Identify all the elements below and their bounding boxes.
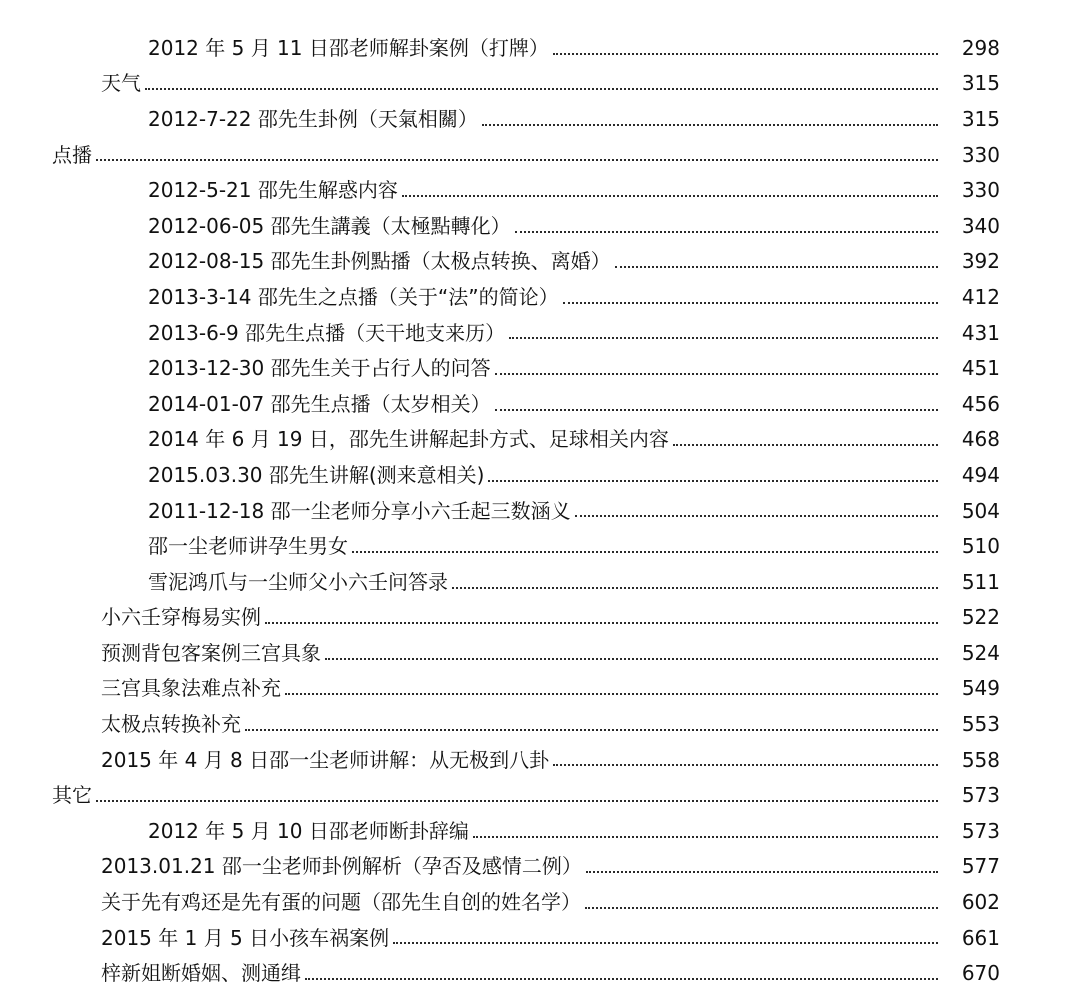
dot-leader [96, 159, 938, 161]
toc-entry-title: 梓新姐断婚姻、测通缉 [101, 961, 301, 986]
toc-entry-page-number: 602 [961, 890, 1000, 915]
dot-leader [96, 800, 938, 802]
toc-entry-page-number: 577 [961, 854, 1000, 879]
toc-entry-title: 2012 年 5 月 11 日邵老师解卦案例（打牌） [148, 35, 549, 60]
toc-entry-title: 2012-7-22 邵先生卦例（天氣相關） [148, 106, 478, 131]
toc-entry[interactable] [0, 493, 1080, 529]
toc-entry[interactable] [0, 172, 1080, 208]
toc-entry-title: 关于先有鸡还是先有蛋的问题（邵先生自创的姓名学） [101, 890, 581, 915]
toc-entry-title: 2015 年 1 月 5 日小孩车祸案例 [101, 925, 390, 950]
toc-entry-page-number: 315 [961, 71, 1000, 96]
toc-entry[interactable] [0, 813, 1080, 849]
toc-entry-title: 太极点转换补充 [101, 712, 241, 737]
toc-entry[interactable] [0, 849, 1080, 885]
dot-leader [585, 907, 938, 909]
toc-entry-page-number: 522 [961, 605, 1000, 630]
toc-entry-page-number: 412 [961, 284, 1000, 309]
toc-entry[interactable] [0, 777, 1080, 813]
toc-entry-page-number: 494 [961, 462, 1000, 487]
toc-entry-page-number: 670 [961, 961, 1000, 986]
dot-leader [245, 729, 938, 731]
toc-entry[interactable] [0, 564, 1080, 600]
dot-leader [488, 480, 938, 482]
toc-entry[interactable] [0, 884, 1080, 920]
dot-leader [553, 764, 938, 766]
toc-entry-title: 2014 年 6 月 19 日，邵先生讲解起卦方式、足球相关内容 [148, 427, 669, 452]
toc-entry-title: 2012 年 5 月 10 日邵老师断卦辞编 [148, 818, 469, 843]
toc-entry[interactable] [0, 600, 1080, 636]
toc-entry-page-number: 315 [961, 106, 1000, 131]
toc-entry[interactable] [0, 101, 1080, 137]
toc-entry-title: 2015.03.30 邵先生讲解(测来意相关) [148, 462, 485, 487]
toc-entry[interactable] [0, 457, 1080, 493]
dot-leader [553, 53, 938, 55]
toc-entry-title: 2013-3-14 邵先生之点播（关于“法”的简论） [148, 284, 559, 309]
toc-entry-page-number: 456 [961, 391, 1000, 416]
toc-entry-title: 雪泥鸿爪与一尘师父小六壬问答录 [148, 569, 448, 594]
toc-entry-page-number: 558 [961, 747, 1000, 772]
dot-leader [615, 266, 938, 268]
toc-entry[interactable] [0, 920, 1080, 956]
toc-entry-page-number: 431 [961, 320, 1000, 345]
toc-entry-title: 小六壬穿梅易实例 [101, 605, 261, 630]
dot-leader [586, 871, 938, 873]
toc-entry-page-number: 392 [961, 249, 1000, 274]
toc-entry[interactable] [0, 528, 1080, 564]
dot-leader [352, 551, 938, 553]
toc-entry-title: 2011-12-18 邵一尘老师分享小六壬起三数涵义 [148, 498, 571, 523]
dot-leader [515, 231, 938, 233]
toc-entry[interactable] [0, 635, 1080, 671]
toc-entry[interactable] [0, 30, 1080, 66]
toc-entry-page-number: 510 [961, 534, 1000, 559]
dot-leader [495, 409, 938, 411]
dot-leader [482, 124, 938, 126]
toc-entry-page-number: 573 [961, 783, 1000, 808]
toc-entry-title: 预测背包客案例三宫具象 [101, 640, 321, 665]
toc-entry-page-number: 298 [961, 35, 1000, 60]
toc-entry-page-number: 524 [961, 640, 1000, 665]
dot-leader [575, 515, 938, 517]
toc-entry-page-number: 661 [961, 925, 1000, 950]
toc-entry[interactable] [0, 279, 1080, 315]
toc-entry-page-number: 468 [961, 427, 1000, 452]
toc-entry[interactable] [0, 671, 1080, 707]
dot-leader [265, 622, 938, 624]
toc-entry[interactable] [0, 66, 1080, 102]
toc-entry-title: 2012-06-05 邵先生講義（太極點轉化） [148, 213, 511, 238]
dot-leader [393, 942, 938, 944]
dot-leader [563, 302, 938, 304]
toc-entry-title: 2013.01.21 邵一尘老师卦例解析（孕否及感情二例） [101, 854, 582, 879]
toc-entry-title: 2013-6-9 邵先生点播（天干地支来历） [148, 320, 506, 345]
dot-leader [305, 978, 938, 980]
toc-entry-page-number: 451 [961, 356, 1000, 381]
toc-entry[interactable] [0, 315, 1080, 351]
dot-leader [145, 88, 938, 90]
dot-leader [673, 444, 938, 446]
toc-entry-page-number: 553 [961, 712, 1000, 737]
toc-entry-page-number: 330 [961, 142, 1000, 167]
toc-entry-title: 天气 [101, 71, 141, 96]
toc-entry-page-number: 573 [961, 818, 1000, 843]
toc-entry-page-number: 549 [961, 676, 1000, 701]
toc-entry-title: 2013-12-30 邵先生关于占行人的问答 [148, 356, 491, 381]
dot-leader [285, 693, 938, 695]
dot-leader [495, 373, 938, 375]
toc-entry-title: 2015 年 4 月 8 日邵一尘老师讲解：从无极到八卦 [101, 747, 550, 772]
toc-entry-title: 邵一尘老师讲孕生男女 [148, 534, 348, 559]
toc-entry-page-number: 511 [961, 569, 1000, 594]
toc-entry-page-number: 340 [961, 213, 1000, 238]
toc-entry-title: 2012-5-21 邵先生解惑内容 [148, 178, 398, 203]
toc-entry[interactable] [0, 955, 1080, 991]
toc-entry[interactable] [0, 742, 1080, 778]
toc-entry-title: 三宫具象法难点补充 [101, 676, 281, 701]
toc-entry[interactable] [0, 244, 1080, 280]
table-of-contents [0, 30, 1080, 991]
toc-entry-title: 其它 [52, 783, 92, 808]
toc-entry[interactable] [0, 208, 1080, 244]
toc-entry[interactable] [0, 350, 1080, 386]
toc-entry[interactable] [0, 137, 1080, 173]
dot-leader [452, 587, 938, 589]
dot-leader [325, 658, 938, 660]
toc-entry-title: 点播 [52, 142, 92, 167]
dot-leader [402, 195, 938, 197]
dot-leader [509, 337, 938, 339]
toc-entry-title: 2014-01-07 邵先生点播（太岁相关） [148, 391, 491, 416]
toc-entry[interactable] [0, 706, 1080, 742]
toc-entry-title: 2012-08-15 邵先生卦例點播（太极点转换、离婚） [148, 249, 611, 274]
toc-entry-page-number: 330 [961, 178, 1000, 203]
toc-entry[interactable] [0, 422, 1080, 458]
dot-leader [473, 836, 938, 838]
toc-entry[interactable] [0, 386, 1080, 422]
toc-entry-page-number: 504 [961, 498, 1000, 523]
